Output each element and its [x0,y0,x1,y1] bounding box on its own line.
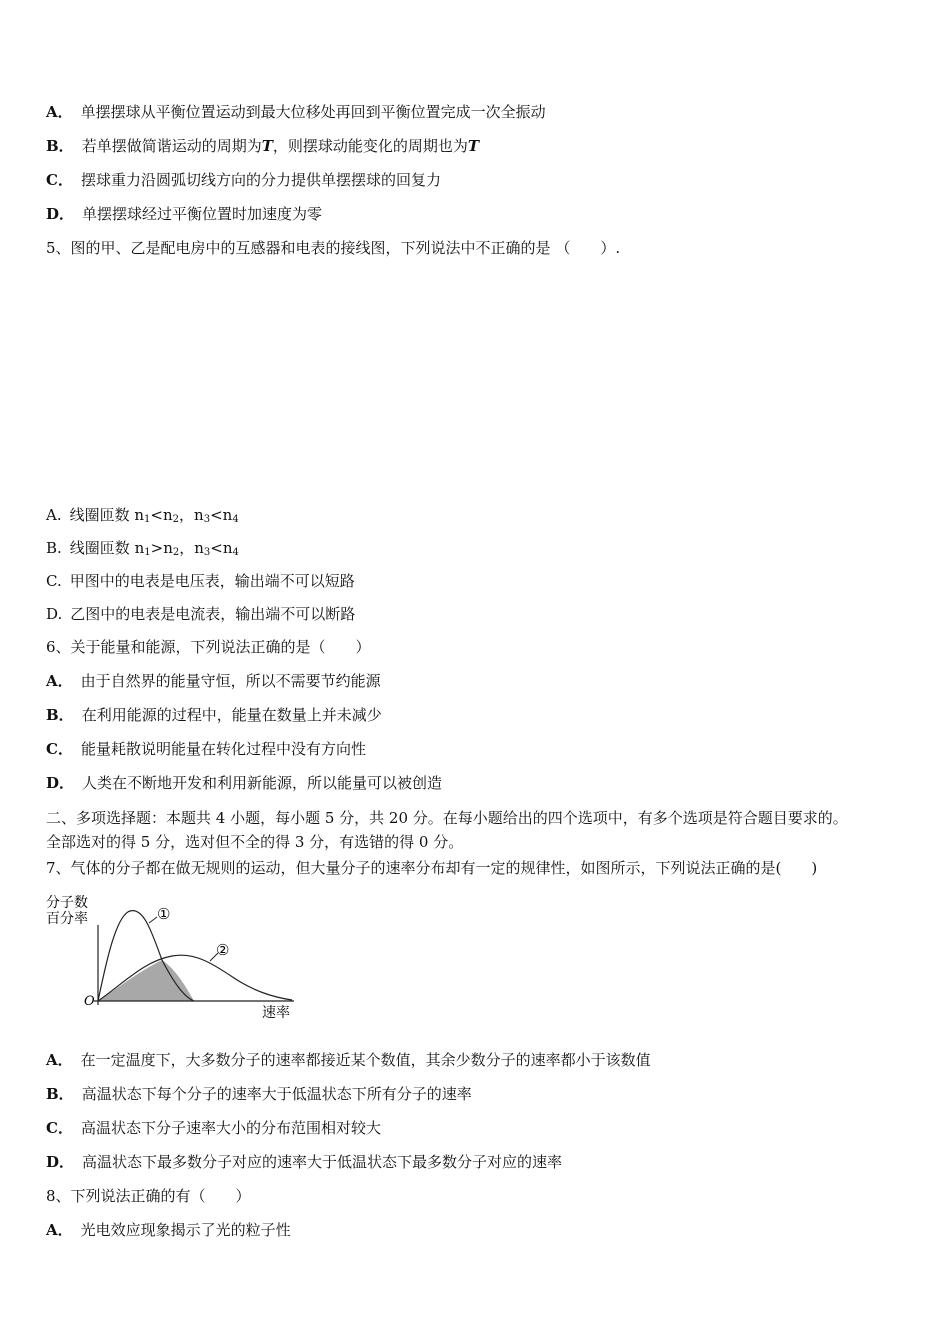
q6-option-b [46,705,382,725]
relation-sign: < [210,539,223,557]
option-text: 能量耗散说明能量在转化过程中没有方向性 [80,740,366,758]
subscript: 4 [232,514,239,525]
y-axis-label-line-1: 分子数 [46,895,88,911]
curve-1-leader [149,917,157,923]
option-letter: C． [46,1119,73,1137]
q5-option-c [46,571,355,591]
origin-label: O [84,994,95,1009]
option-text-part: ，n [179,539,204,557]
q6-option-a [46,671,381,691]
subscript: 3 [203,514,211,525]
option-text: 单摆摆球经过平衡位置时加速度为零 [82,205,323,223]
option-letter: C. [46,572,62,590]
option-text: 光电效应现象揭示了光的粒子性 [80,1221,291,1239]
option-text: 甲图中的电表是电压表，输出端不可以短路 [69,572,355,590]
q6-option-d [46,773,442,793]
option-letter: A． [46,1221,73,1239]
subscript: 1 [144,514,151,525]
subscript: 1 [144,547,151,558]
q5-option-d [46,604,355,624]
q5-stem: 5、图的甲、乙是配电房中的互感器和电表的接线图，下列说法中不正确的是 （ ）. [46,239,621,257]
option-letter: D． [46,1153,75,1171]
option-letter: A． [46,1051,73,1069]
option-letter: D. [46,605,63,623]
q5-option-a [46,505,239,530]
option-letter: C． [46,740,73,758]
relation-sign: > [150,539,164,557]
q7-option-c [46,1118,381,1138]
x-axis-label: 速率 [262,1005,290,1021]
option-text-part: n [222,539,233,557]
option-text: 高温状态下每个分子的速率大于低温状态下所有分子的速率 [81,1085,472,1103]
option-text: 在利用能源的过程中，能量在数量上并未减少 [81,706,382,724]
period-variable: T [467,137,480,155]
q7-option-d [46,1152,562,1172]
option-letter: A． [46,672,73,690]
option-text: 高温状态下分子速率大小的分布范围相对较大 [80,1119,381,1137]
q5-option-b [46,538,239,563]
option-text: 在一定温度下，大多数分子的速率都接近某个数值，其余少数分子的速率都小于该数值 [80,1051,651,1069]
option-text-part: 若单摆做简谐运动的周期为 [81,137,262,155]
option-letter: B． [46,1085,74,1103]
q7-option-b [46,1084,472,1104]
option-letter: A． [46,103,73,121]
option-letter: B． [46,706,74,724]
subscript: 2 [172,514,180,525]
y-axis-label-line-2: 百分率 [46,911,88,927]
option-letter: C． [46,171,73,189]
option-text: 摆球重力沿圆弧切线方向的分力提供单摆摆球的回复力 [80,171,441,189]
option-letter: A. [46,506,62,524]
subscript: 4 [232,547,239,558]
q6-stem: 6、关于能量和能源，下列说法正确的是（ ） [46,638,371,656]
q7-option-a [46,1050,651,1070]
q8-stem: 8、下列说法正确的有（ ） [46,1187,251,1205]
option-text-part: ，则摆球动能变化的周期也为 [272,137,468,155]
option-letter: B． [46,137,74,155]
speed-distribution-figure [44,893,304,1023]
option-text: 人类在不断地开发和利用新能源，所以能量可以被创造 [82,774,443,792]
option-letter: D． [46,205,75,223]
subscript: 2 [172,547,180,558]
section-2-instructions-line-2: 全部选对的得 5 分，选对但不全的得 3 分，有选错的得 0 分。 [46,833,464,851]
q4-option-c [46,170,441,190]
period-variable: T [261,137,273,155]
q7-stem: 7、气体的分子都在做无规则的运动，但大量分子的速率分布却有一定的规律性，如图所示，下列说法正确的是( ) [46,859,818,877]
option-text-part: 线圈匝数 n [69,506,145,524]
option-letter: B. [46,539,62,557]
option-text: 乙图中的电表是电流表，输出端不可以断路 [70,605,356,623]
option-text: 高温状态下最多数分子对应的速率大于低温状态下最多数分子对应的速率 [82,1153,563,1171]
q8-option-a [46,1220,291,1240]
option-text-part: n [163,539,173,557]
section-2-instructions-line-1: 二、多项选择题：本题共 4 小题，每小题 5 分，共 20 分。在每小题给出的四个选项中，有多个选项是符合题目要求的。 [46,809,848,827]
option-text-part: n [222,506,233,524]
option-text: 由于自然界的能量守恒，所以不需要节约能源 [80,672,381,690]
subscript: 3 [203,547,211,558]
option-text-part: ，n [179,506,204,524]
curve-2-label: ② [216,941,230,959]
q4-option-b [46,136,479,156]
option-letter: D． [46,774,75,792]
q6-option-c [46,739,366,759]
option-text-part: 线圈匝数 n [69,539,145,557]
q4-option-a [46,102,546,122]
q4-option-d [46,204,322,224]
option-text-part: n [163,506,173,524]
curve-1-label: ① [157,905,171,923]
relation-sign: < [150,506,163,524]
relation-sign: < [210,506,223,524]
option-text: 单摆摆球从平衡位置运动到最大位移处再回到平衡位置完成一次全振动 [80,103,546,121]
